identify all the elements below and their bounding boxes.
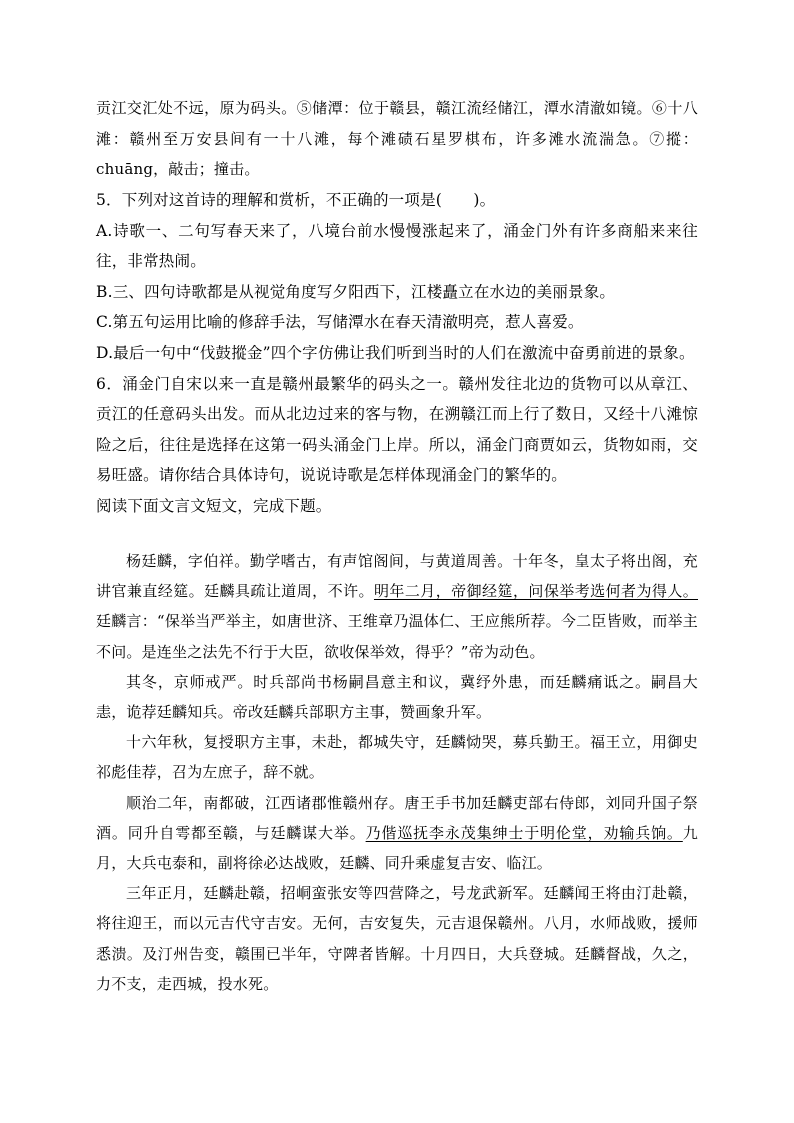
option-c: C.第五句运用比喻的修辞手法，写储潭水在春天清澈明亮，惹人喜爱。 [96, 313, 584, 332]
annotation-notes [96, 93, 698, 185]
passage-paragraph-4 [96, 788, 698, 879]
option-a: A.诗歌一、二句写春天来了，八境台前水慢慢涨起来了，涌金门外有许多商船来来往往，非常热闹。 [96, 221, 698, 271]
underlined-sentence-1: 明年二月，帝御经筵，问保举考选何者为得人。 [373, 582, 699, 601]
passage-text: 九月，大兵屯泰和，副将徐必达战败，廷麟、同升乘虚复吉安、临江。 [96, 823, 698, 873]
passage-text: 杨廷麟，字伯祥。勤学嗜古，有声馆阁间，与黄道周善。十年冬，皇太子将出阁，充讲官兼直经筵。廷麟具疏让道周，不许。 [96, 552, 698, 601]
classical-chinese-passage [96, 546, 698, 999]
question-6: 6．涌金门自宋以来一直是赣州最繁华的码头之一。赣州发往北边的货物可以从章江、贡江的任意码头出发。而从北边过来的客与物，在溯赣江而上行了数日，又经十八滩惊险之后，往往是选择在这第一码头涌金门上岸。所以，涌金门商贾如云，货物如雨，交易旺盛。请你结合具体诗句，说说诗歌是怎样体现涌金门的繁华的。 [96, 374, 698, 485]
underlined-sentence-2: 乃偕巡抚李永茂集绅士于明伦堂，劝输兵饷。 [365, 823, 683, 842]
notes-paragraph: 贡江交汇处不远，原为码头。⑤储潭：位于赣县，赣江流经储江，潭水清澈如镜。⑥十八滩：赣州至万安县间有一十八滩，每个滩碛石星罗棋布，许多滩水流湍急。⑦摐：chuāng，敲击；撞击。 [96, 99, 698, 179]
passage-text: 廷麟言：“保举当严举主，如唐世济、王维章乃温体仁、王应熊所荐。今二臣皆败，而举主不问。是连坐之法先不行于大臣，欲收保举效，得乎？”帝为动色。 [96, 612, 698, 661]
passage-paragraph-2: 其冬，京师戒严。时兵部尚书杨嗣昌意主和议，冀纾外患，而廷麟痛诋之。嗣昌大恚，诡荐廷麟知兵。帝改廷麟兵部职方主事，赞画象升军。 [96, 672, 698, 722]
passage-paragraph-1 [96, 546, 698, 667]
passage-paragraph-5: 三年正月，廷麟赴赣，招峒蛮张安等四营降之，号龙武新军。廷麟闻王将由汀赴赣，将往迎王，而以元吉代守吉安。无何，吉安复失，元吉退保赣州。八月，水师战败，援师悉溃。及汀州告变，赣围已半年，守陴者皆解。十月四日，大兵登城。廷麟督战，久之，力不支，走西城，投水死。 [96, 884, 698, 993]
option-b: B.三、四句诗歌都是从视觉角度写夕阳西下，江楼矗立在水边的美丽景象。 [96, 282, 616, 301]
questions-section [96, 185, 698, 522]
passage-paragraph-3: 十六年秋，复授职方主事，未赴，都城失守，廷麟恸哭，募兵勤王。福王立，用御史祁彪佳荐，召为左庶子，辞不就。 [96, 733, 698, 782]
option-d: D.最后一句中“伐鼓摐金”四个字仿佛让我们听到当时的人们在激流中奋勇前进的景象。 [96, 343, 695, 362]
question-5: 5．下列对这首诗的理解和赏析，不正确的一项是( )。 [96, 191, 496, 209]
reading-instruction: 阅读下面文言文短文，完成下题。 [96, 496, 332, 515]
passage-text: 顺治二年，南都破，江西诸郡惟赣州存。唐王手书加廷麟吏部右侍郎，刘同升国子祭酒。同升自雩都至赣，与廷麟谋大举。 [96, 793, 698, 842]
